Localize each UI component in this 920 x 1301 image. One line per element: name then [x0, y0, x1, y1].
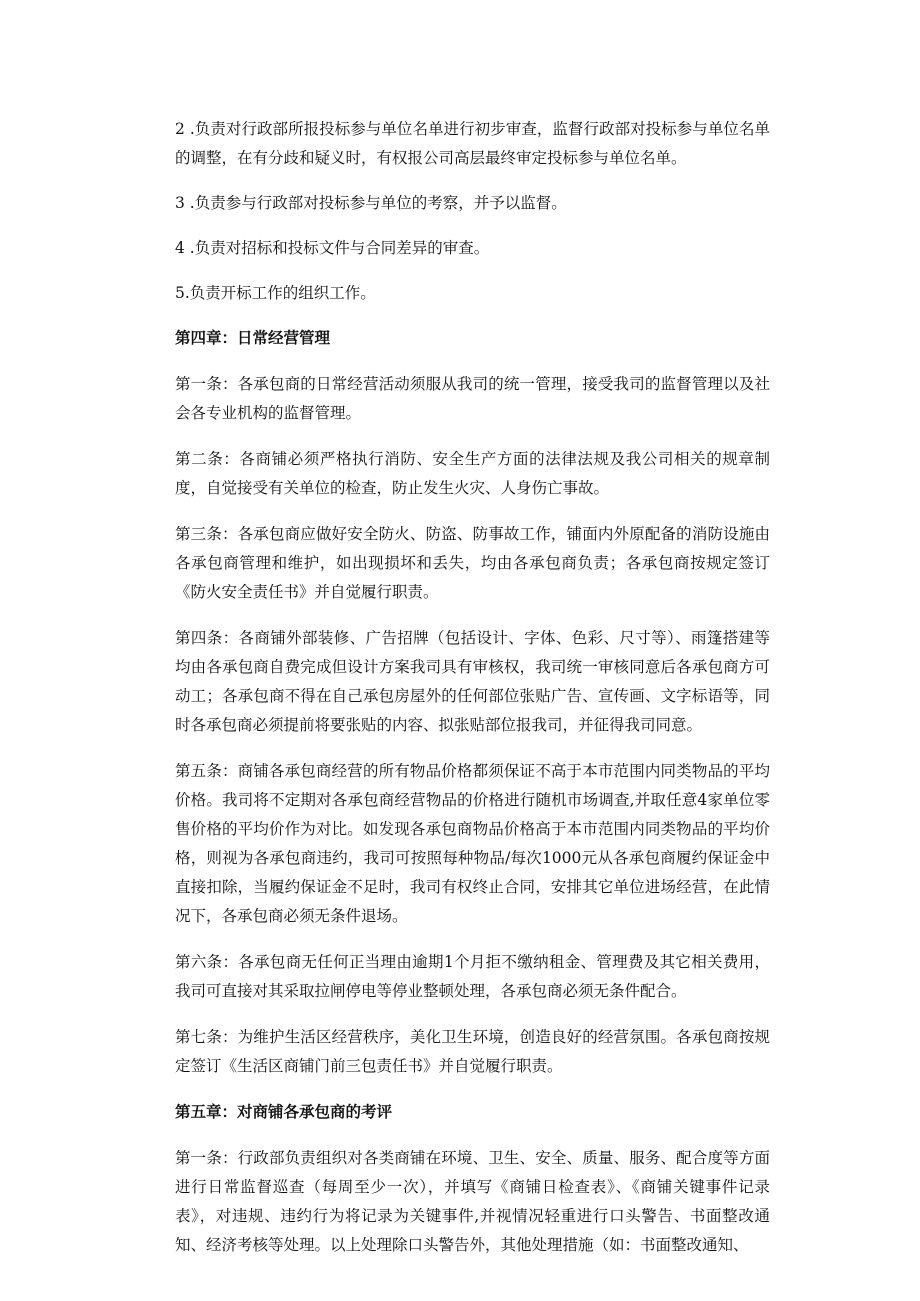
chapter-4-article-7: 第七条：为维护生活区经营秩序，美化卫生环境，创造良好的经营氛围。各承包商按规定签订《生活区商铺门前三包责任书》并自觉履行职责。: [175, 1028, 770, 1075]
chapter-4-article-6: 第六条：各承包商无任何正当理由逾期1个月拒不缴纳租金、管理费及其它相关费用，我司可直接对其采取拉闸停电等停业整顿处理，各承包商必须无条件配合。: [175, 953, 770, 1000]
list-item-2: 2 .负责对行政部所报投标参与单位名单进行初步审查，监督行政部对投标参与单位名单的调整，在有分歧和疑义时，有权报公司高层最终审定投标参与单位名单。: [175, 120, 770, 167]
list-item-5: 5.负责开标工作的组织工作。: [175, 284, 376, 302]
chapter-4-article-1: 第一条：各承包商的日常经营活动须服从我司的统一管理，接受我司的监督管理以及社会各专业机构的监督管理。: [175, 375, 770, 422]
chapter-4-article-3: 第三条：各承包商应做好安全防火、防盗、防事故工作，铺面内外原配备的消防设施由各承包商管理和维护，如出现损坏和丢失，均由各承包商负责；各承包商按规定签订《防火安全责任书》并自觉履行职责。: [175, 525, 770, 601]
chapter-5-title: 第五章：对商铺各承包商的考评: [175, 1103, 393, 1121]
chapter-4-article-4: 第四条：各商铺外部装修、广告招牌（包括设计、字体、色彩、尺寸等）、雨篷搭建等均由各承包商自费完成但设计方案我司具有审核权，我司统一审核同意后各承包商方可动工；各承包商不得在自己承包房屋外的任何部位张贴广告、宣传画、文字标语等，同时各承包商必须提前将要张贴的内容、拟张贴部位报我司，并征得我司同意。: [175, 629, 770, 734]
chapter-4-article-2: 第二条：各商铺必须严格执行消防、安全生产方面的法律法规及我公司相关的规章制度，自觉接受有关单位的检查，防止发生火灾、人身伤亡事故。: [175, 450, 770, 497]
list-item-4: 4 .负责对招标和投标文件与合同差异的审查。: [175, 239, 490, 257]
chapter-4-article-5: 第五条：商铺各承包商经营的所有物品价格都须保证不高于本市范围内同类物品的平均价格。我司将不定期对各承包商经营物品的价格进行随机市场调查,并取任意4家单位零售价格的平均价作为对比。如发现各承包商物品价格高于本市范围内同类物品的平均价格，则视为各承包商违约，我司可按照每种物品/每次1000元从各承包商履约保证金中直接扣除，当履约保证金不足时，我司有权终止合同，安排其它单位进场经营，在此情况下，各承包商必须无条件退场。: [175, 762, 770, 925]
chapter-4-title: 第四章：日常经营管理: [175, 329, 331, 347]
chapter-5-article-1: 第一条：行政部负责组织对各类商铺在环境、卫生、安全、质量、服务、配合度等方面进行日常监督巡查（每周至少一次），并填写《商铺日检查表》、《商铺关键事件记录表》，对违规、违约行为将记录为关键事件,并视情况轻重进行口头警告、书面整改通知、经济考核等处理。以上处理除口头警告外，其他处理措施（如：书面整改通知、: [175, 1149, 770, 1254]
list-item-3: 3 .负责参与行政部对投标参与单位的考察，并予以监督。: [175, 194, 567, 212]
